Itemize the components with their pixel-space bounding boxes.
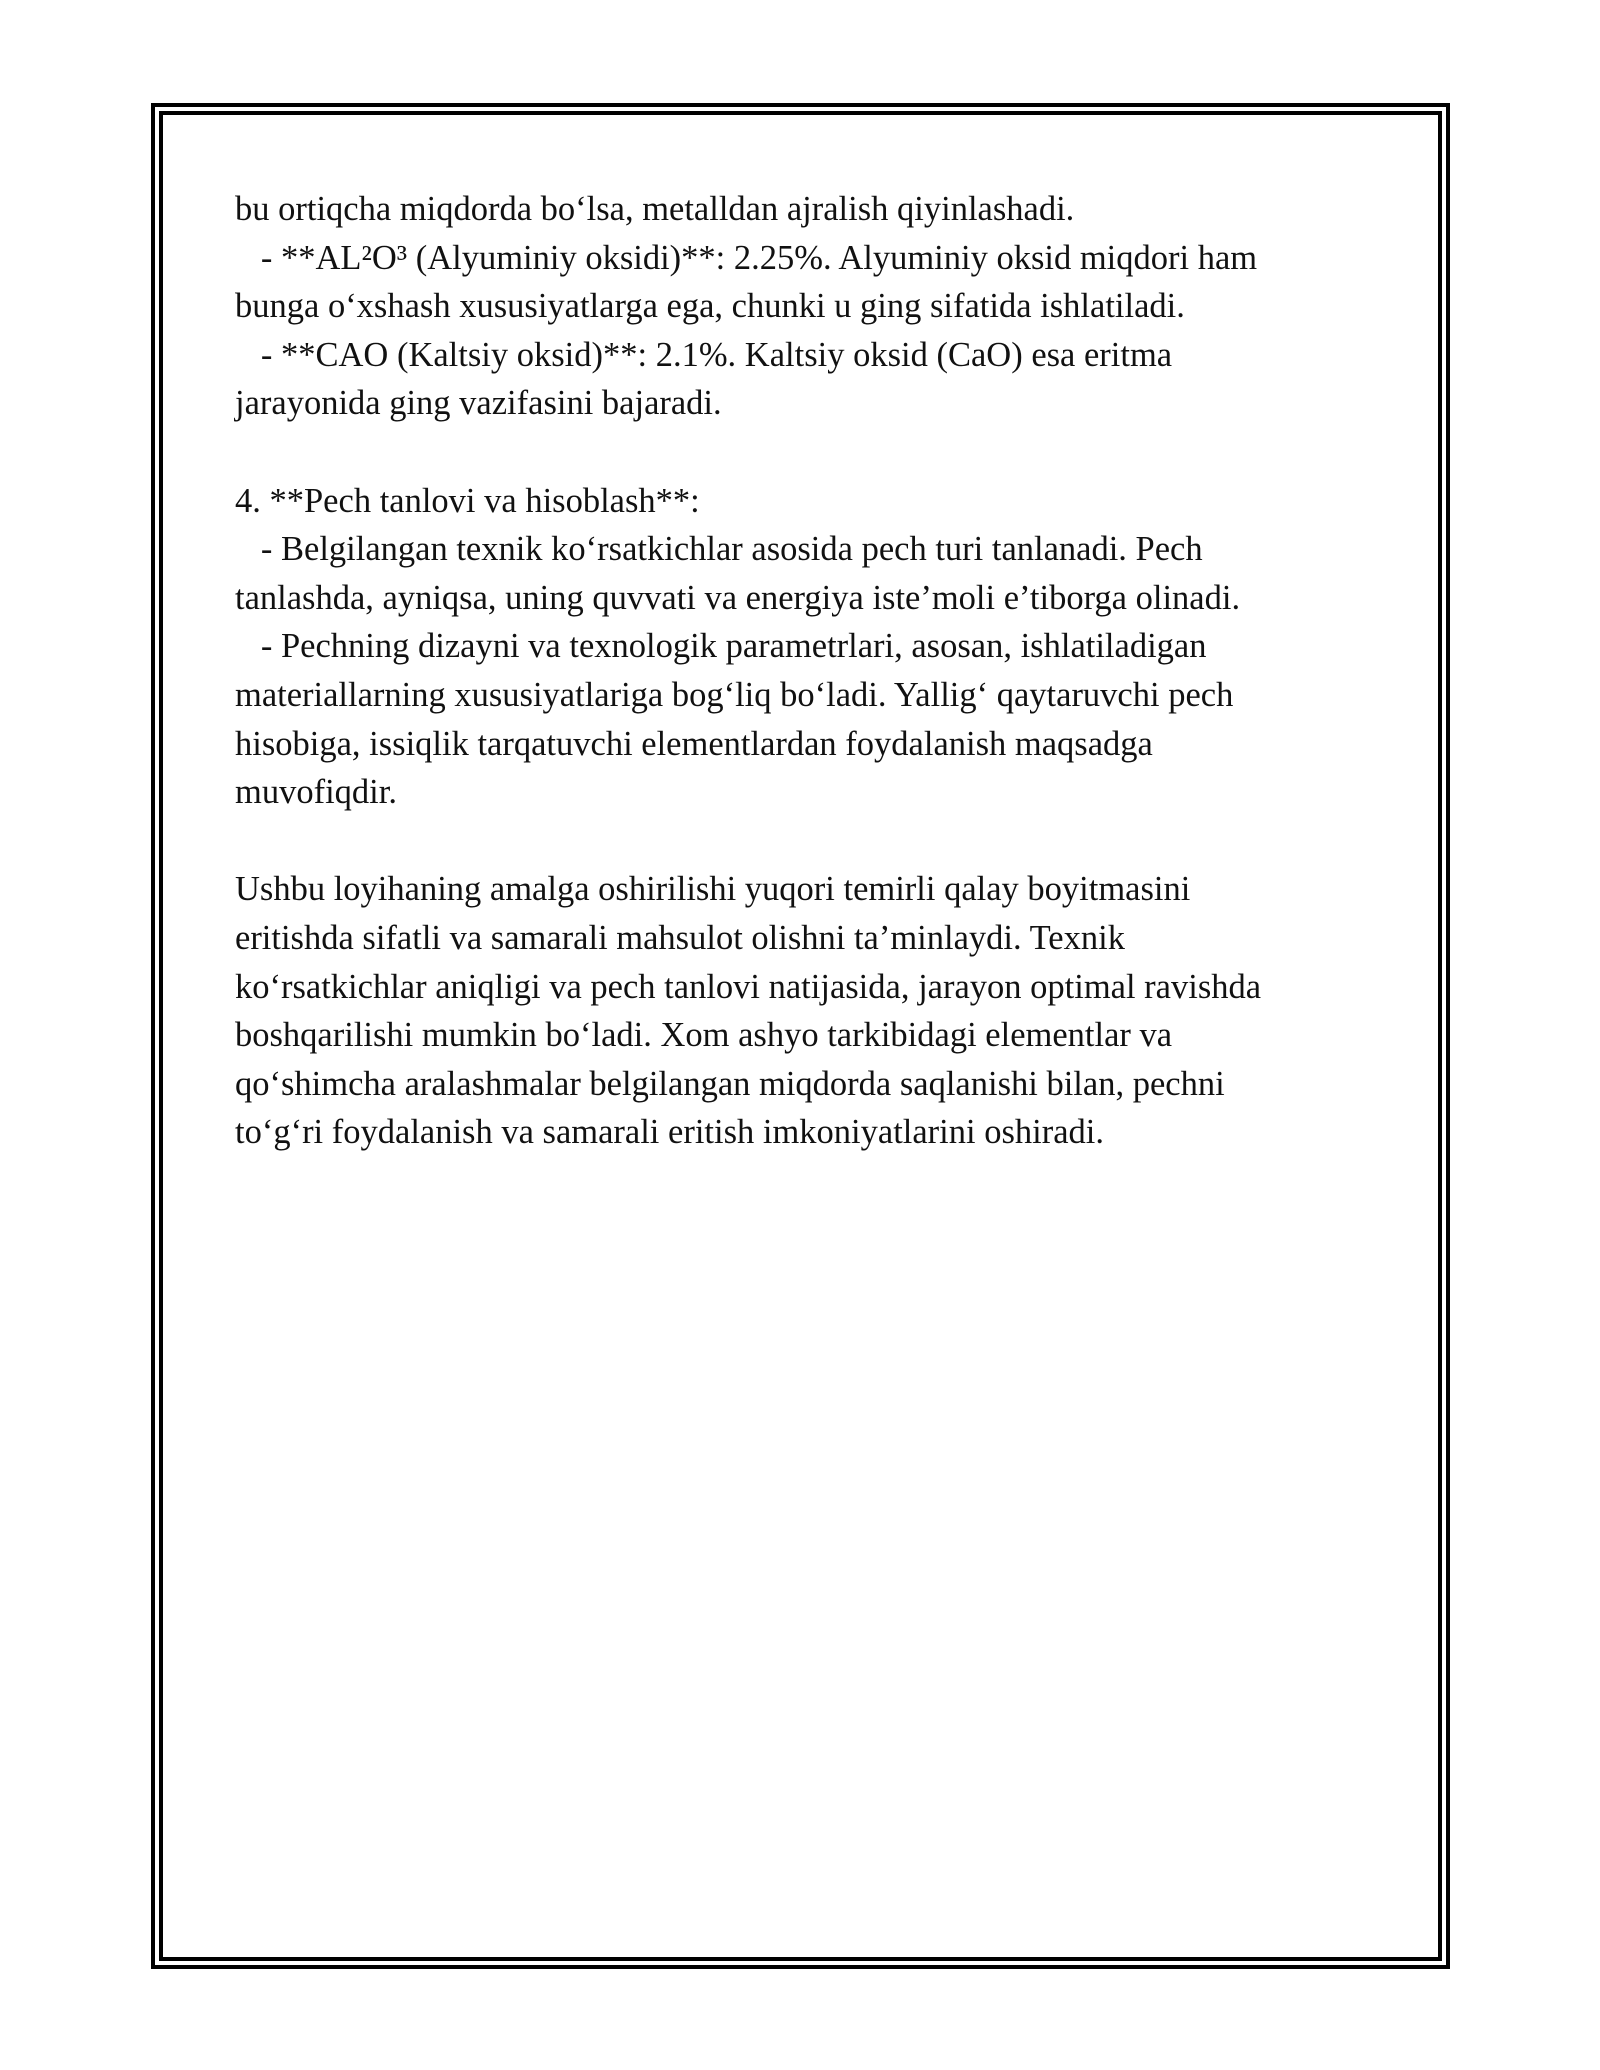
text-line: to‘g‘ri foydalanish va samarali eritish imkoniyatlarini oshiradi. — [235, 1113, 1104, 1152]
text-line: eritishda sifatli va samarali mahsulot olishni ta’minlaydi. Texnik — [235, 918, 1125, 957]
text-line: ko‘rsatkichlar aniqligi va pech tanlovi natijasida, jarayon optimal ravishda — [235, 967, 1262, 1006]
text-line: - Belgilangan texnik ko‘rsatkichlar asosida pech turi tanlanadi. Pech — [235, 530, 1203, 569]
section-heading: 4. **Pech tanlovi va hisoblash**: — [235, 481, 700, 520]
document-body — [235, 185, 1365, 1157]
text-line: muvofiqdir. — [235, 773, 397, 812]
text-line: hisobiga, issiqlik tarqatuvchi elementlardan foydalanish maqsadga — [235, 724, 1153, 763]
text-line: bunga o‘xshash xususiyatlarga ega, chunki u ging sifatida ishlatiladi. — [235, 287, 1185, 326]
text-line: - **AL²O³ (Alyuminiy oksidi)**: 2.25%. Alyuminiy oksid miqdori ham — [235, 238, 1258, 277]
paragraph-gap — [235, 817, 1365, 866]
text-line: qo‘shimcha aralashmalar belgilangan miqdorda saqlanishi bilan, pechni — [235, 1064, 1225, 1103]
text-line: Ushbu loyihaning amalga oshirilishi yuqori temirli qalay boyitmasini — [235, 870, 1191, 909]
text-line: tanlashda, ayniqsa, uning quvvati va energiya iste’moli e’tiborga olinadi. — [235, 578, 1241, 617]
text-line: bu ortiqcha miqdorda bo‘lsa, metalldan ajralish qiyinlashadi. — [235, 190, 1075, 228]
paragraph-gap — [235, 428, 1365, 477]
text-line: jarayonida ging vazifasini bajaradi. — [235, 384, 722, 423]
text-line: materiallarning xususiyatlariga bog‘liq bo‘ladi. Yallig‘ qaytaruvchi pech — [235, 675, 1234, 714]
text-line: - Pechning dizayni va texnologik parametrlari, asosan, ishlatiladigan — [235, 627, 1207, 666]
text-line: - **CAO (Kaltsiy oksid)**: 2.1%. Kaltsiy oksid (CaO) esa eritma — [235, 335, 1173, 374]
text-line: boshqarilishi mumkin bo‘ladi. Xom ashyo tarkibidagi elementlar va — [235, 1016, 1173, 1055]
